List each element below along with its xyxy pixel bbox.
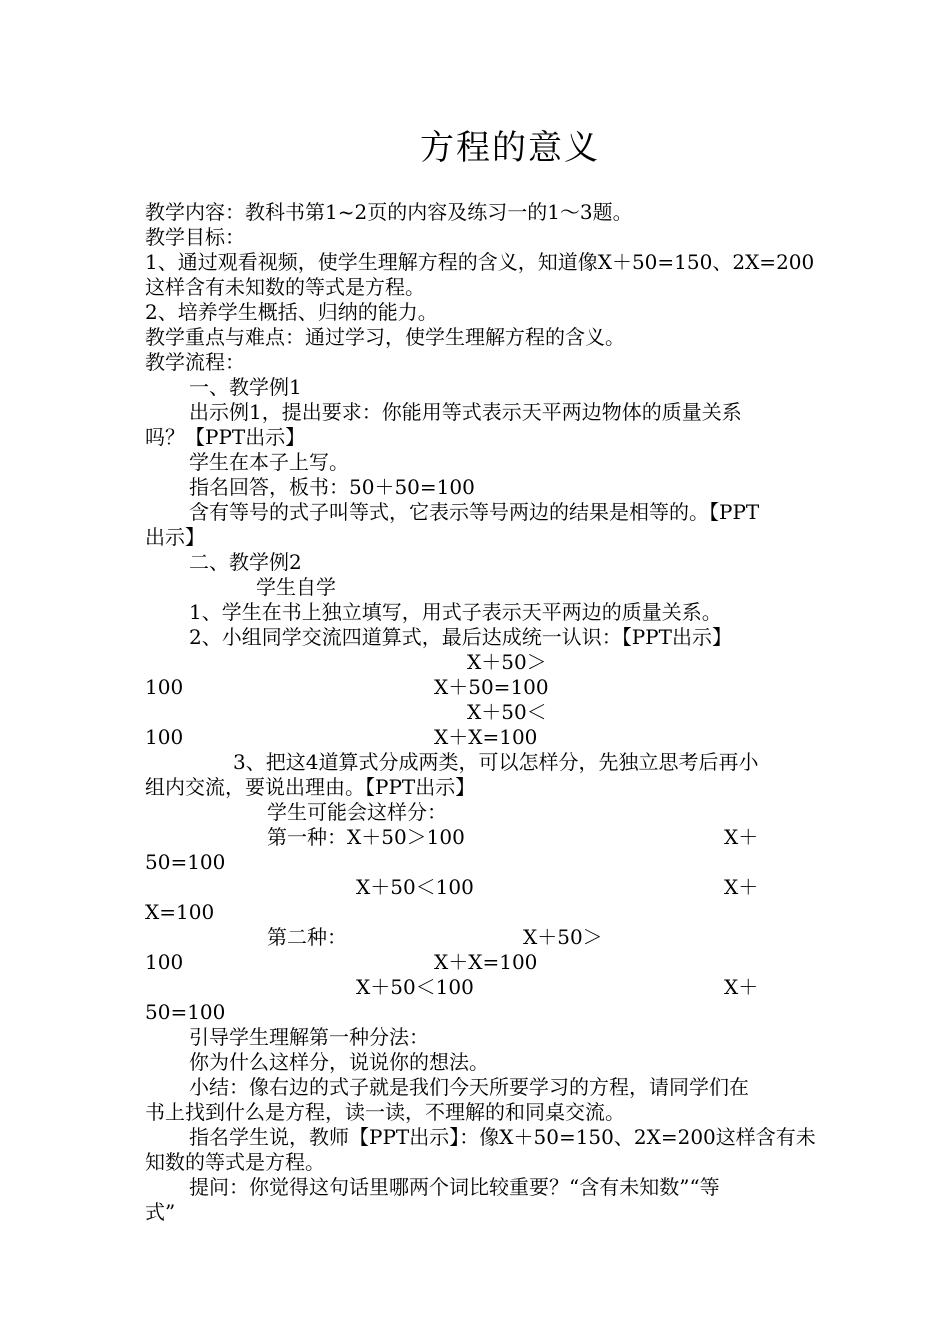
equation: X＋: [724, 975, 759, 999]
equation: 100: [145, 950, 184, 974]
text-line: 吗？【PPT出示】: [145, 425, 306, 449]
equation: X＋50＜100: [356, 875, 474, 899]
text-line: 学生可能会这样分：: [267, 800, 447, 824]
equation: 50=100: [145, 850, 226, 874]
text-line: 1、通过观看视频，使学生理解方程的含义，知道像X＋50=150、2X=200: [145, 250, 815, 274]
text-line: 2、培养学生概括、归纳的能力。: [145, 300, 438, 324]
text-line: 学生自学: [256, 575, 336, 599]
equation: X＋: [724, 875, 759, 899]
equation: 第一种：X＋50＞100: [267, 825, 465, 849]
text-line: 小结：像右边的式子就是我们今天所要学习的方程，请同学们在: [189, 1075, 749, 1099]
text-line: 出示例1，提出要求：你能用等式表示天平两边物体的质量关系: [189, 400, 742, 424]
equation: X＋X=100: [434, 950, 538, 974]
text-line: 2、小组同学交流四道算式，最后达成统一认识：【PPT出示】: [189, 625, 732, 649]
text-line: 教学目标：: [145, 225, 245, 249]
equation: 100: [145, 675, 184, 699]
equation: 第二种：: [267, 925, 347, 949]
equation: X＋50=100: [434, 675, 549, 699]
text-line: 含有等号的式子叫等式，它表示等号两边的结果是相等的。【PPT: [189, 500, 760, 524]
text-line: 指名学生说，教师【PPT出示】：像X＋50=150、2X=200这样含有未: [189, 1125, 816, 1149]
text-line: 提问：你觉得这句话里哪两个词比较重要？“含有未知数”“等: [189, 1175, 720, 1199]
text-line: 引导学生理解第一种分法：: [189, 1025, 429, 1049]
text-line: 一、教学例1: [189, 375, 302, 399]
equation: X＋X=100: [434, 725, 538, 749]
text-line: 式”: [145, 1200, 176, 1224]
equation: X＋50＜: [467, 700, 547, 724]
equation: 50=100: [145, 1000, 226, 1024]
text-line: 书上找到什么是方程，读一读，不理解的和同桌交流。: [145, 1100, 625, 1124]
equation: X＋50＞: [467, 650, 547, 674]
document-title: 方程的意义: [420, 128, 600, 168]
text-line: 教学重点与难点：通过学习，使学生理解方程的含义。: [145, 325, 625, 349]
text-line: 学生在本子上写。: [189, 450, 349, 474]
equation: 100: [145, 725, 184, 749]
text-line: 出示】: [145, 525, 205, 549]
equation: X=100: [145, 900, 215, 924]
text-line: 1、学生在书上独立填写，用式子表示天平两边的质量关系。: [189, 600, 722, 624]
text-line: 3、把这4道算式分成两类，可以怎样分，先独立思考后再小: [233, 750, 759, 774]
equation: X＋: [724, 825, 759, 849]
equation: X＋50＜100: [356, 975, 474, 999]
text-line: 组内交流，要说出理由。【PPT出示】: [145, 775, 476, 799]
text-line: 二、教学例2: [189, 550, 302, 574]
text-line: 指名回答，板书：50＋50=100: [189, 475, 475, 499]
text-line: 教学内容：教科书第1~2页的内容及练习一的1～3题。: [145, 200, 633, 224]
text-line: 教学流程：: [145, 350, 245, 374]
text-line: 你为什么这样分，说说你的想法。: [189, 1050, 489, 1074]
equation: X＋50＞: [523, 925, 603, 949]
text-line: 这样含有未知数的等式是方程。: [145, 275, 425, 299]
text-line: 知数的等式是方程。: [145, 1150, 325, 1174]
